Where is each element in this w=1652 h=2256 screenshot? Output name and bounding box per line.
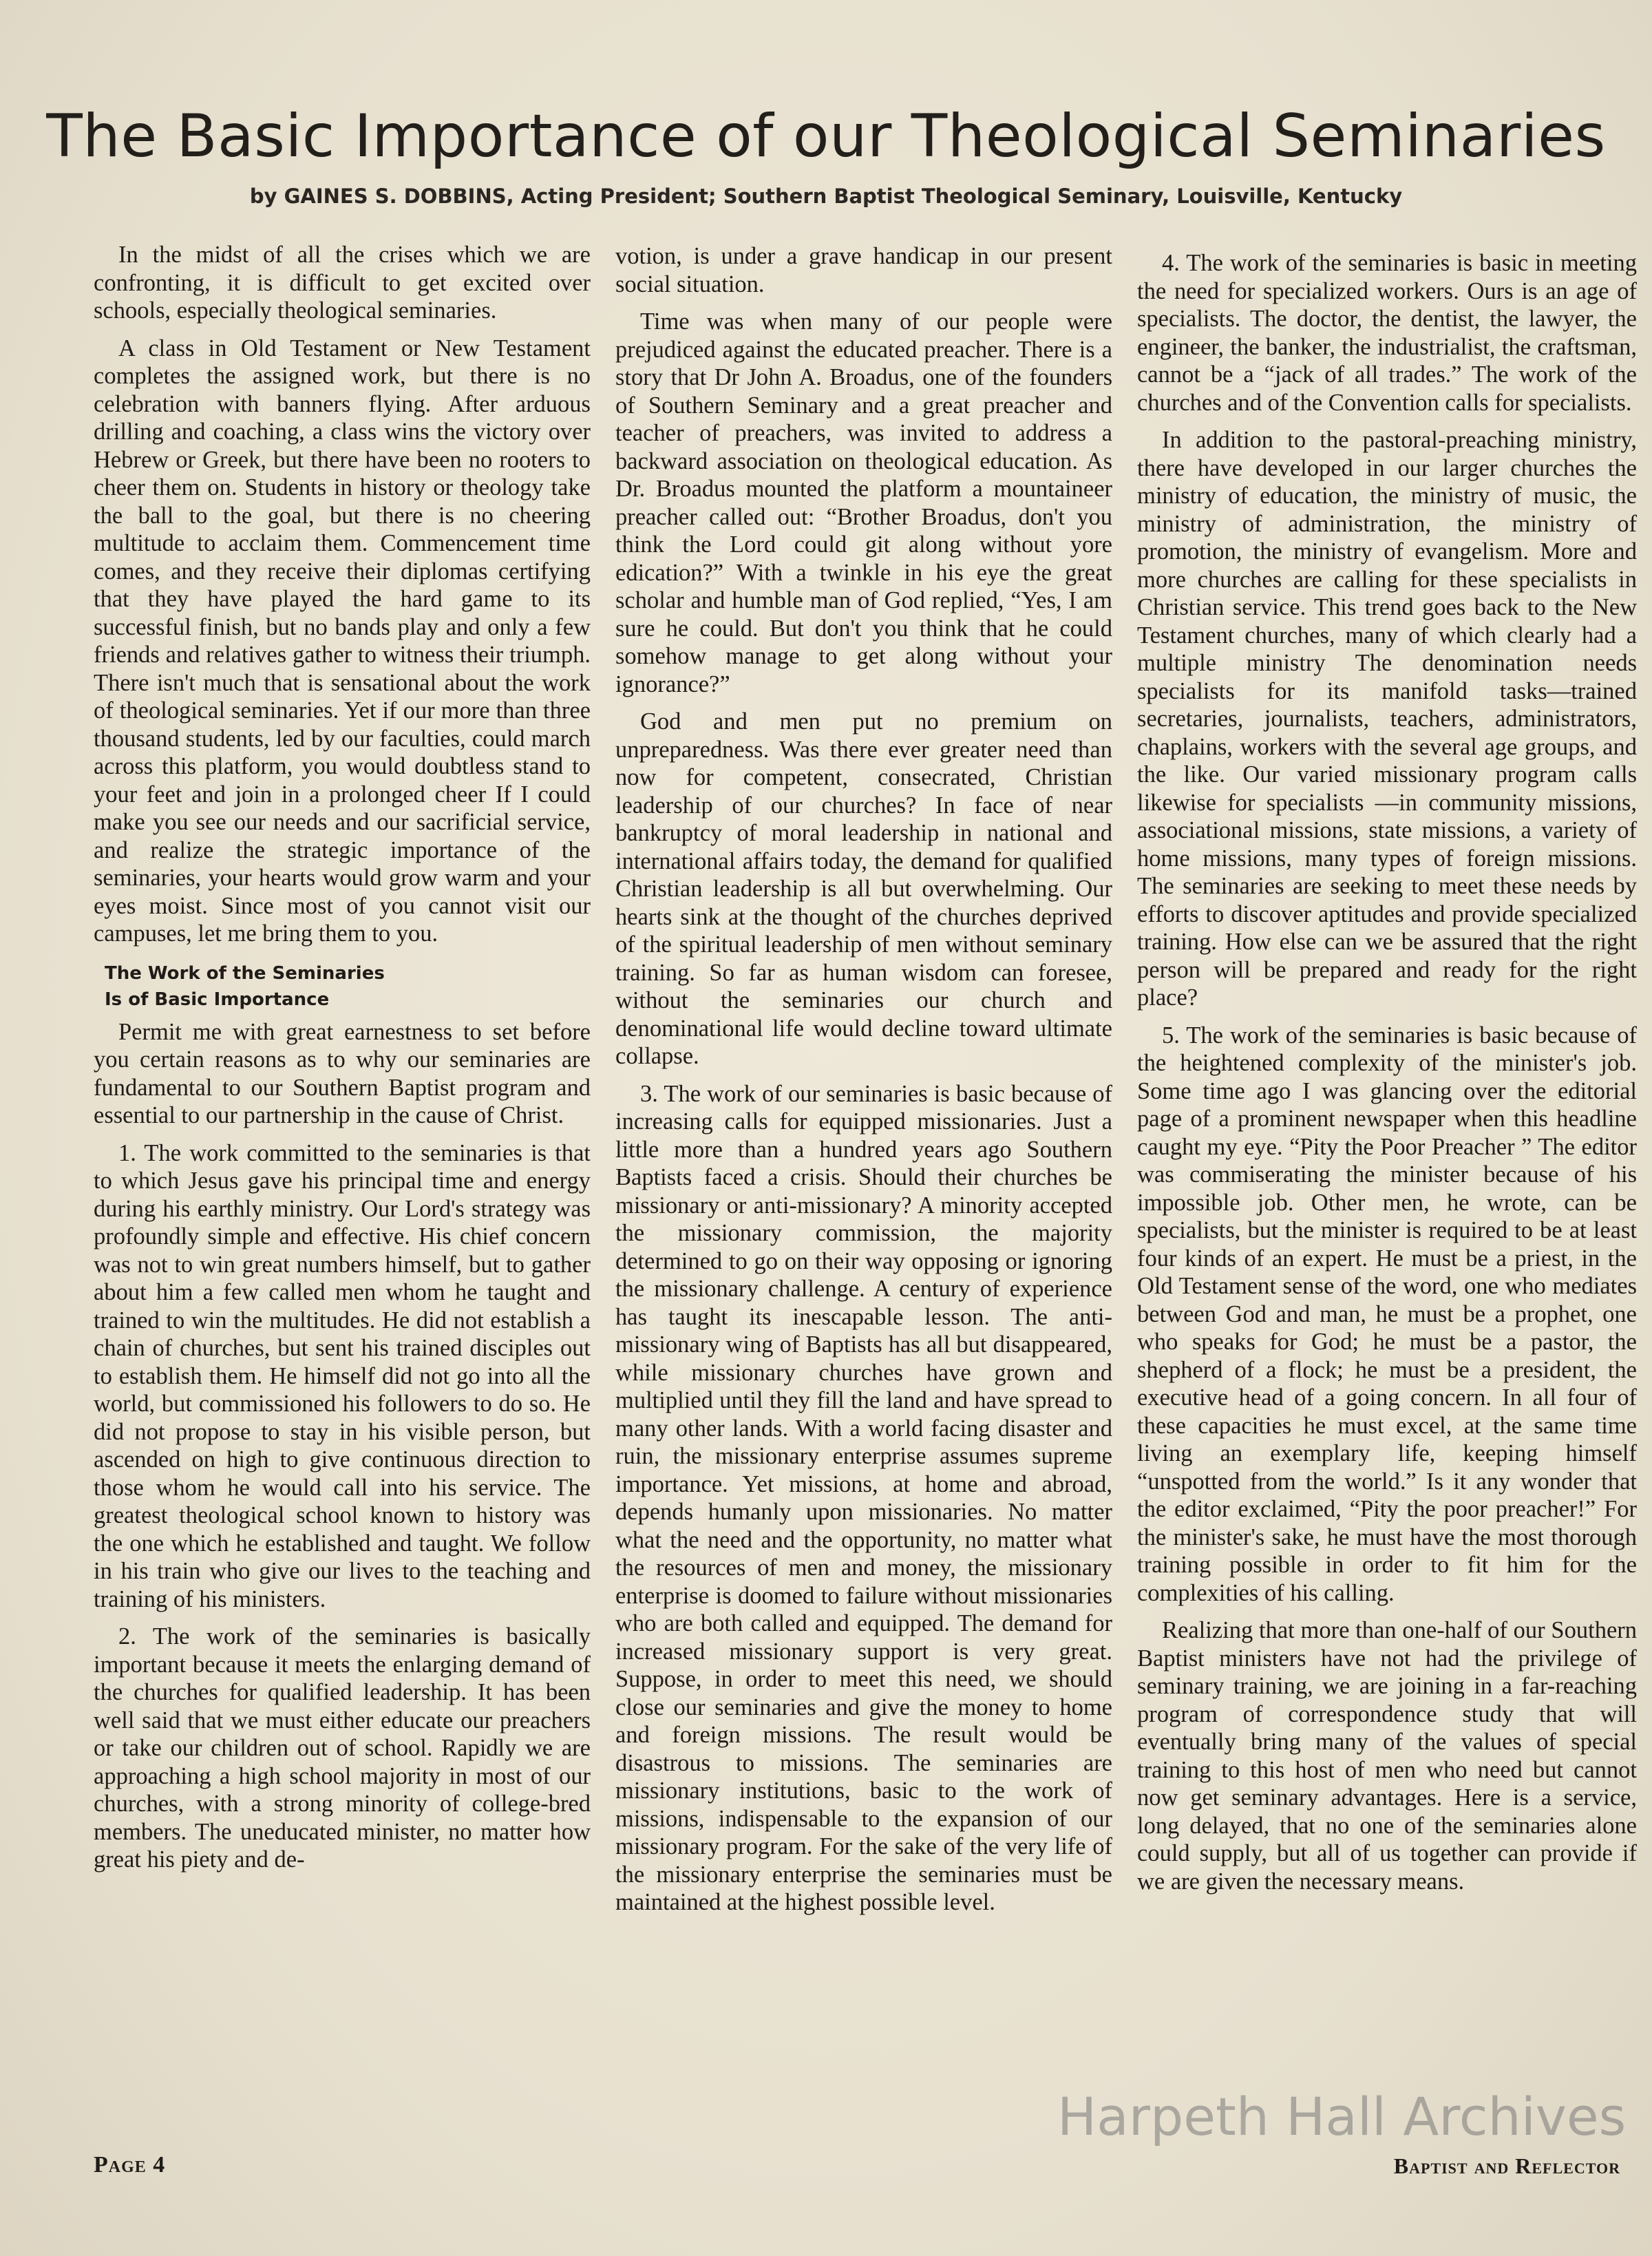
paragraph: In the midst of all the crises which we are confronting, it is difficult to get excited over schools, especially theological seminaries. bbox=[94, 242, 591, 324]
subheading-line: The Work of the Seminaries bbox=[105, 962, 385, 984]
publication-name: Baptist and Reflector bbox=[1393, 2153, 1620, 2178]
paragraph: 2. The work of the seminaries is basically important because it meets the enlarging demand of the churches for qualified leadership. It has been well said that we must either educate our preachers or take our children out of school. Rapidly we are approaching a high school majority in most of our churches, with a strong minority of college-bred members. The uneducated minister, no matter how great his piety and de- bbox=[94, 1623, 591, 1873]
archive-watermark: Harpeth Hall Archives bbox=[1057, 2086, 1627, 2147]
paragraph: 4. The work of the seminaries is basic in meeting the need for specialized workers. Ours is an age of specialists. The doctor, the dentist, the lawyer, the engineer, the banker, the industrialist, the craftsman, cannot be a “jack of all trades.” The work of the churches and of the Convention calls for specialists. bbox=[1137, 250, 1637, 416]
article-byline: by GAINES S. DOBBINS, Acting President; Southern Baptist Theological Seminary, Louisville, Kentucky bbox=[249, 185, 1403, 208]
paragraph: 1. The work committed to the seminaries is that to which Jesus gave his principal time and energy during his earthly ministry. Our Lord's strategy was profoundly simple and effective. His chief concern was not to win great numbers himself, but to gather about him a few called men whom he taught and trained to win the multitudes. He did not establish a chain of churches, but sent his trained disciples out to establish them. He himself did not go into all the world, but commissioned his followers to do so. He did not propose to stay in his visible person, but ascended on high to give continuous direction to those whom he would call into his service. The greatest theological school known to history was the one which he established and taught. We follow in his train who give our lives to the teaching and training of his ministers. bbox=[94, 1139, 591, 1612]
paragraph: A class in Old Testament or New Testament completes the assigned work, but there is no celebration with banners flying. After arduous drilling and coaching, a class wins the victory over Hebrew or Greek, but there have been no rooters to cheer them on. Students in history or theology take the ball to the goal, but there is no cheering multitude to acclaim them. Commencement time comes, and they receive their diplomas certifying that they have played the hard game to its successful finish, but no bands play and only a few friends and relatives gather to witness their triumph. There isn't much that is sensational about the work of theological seminaries. Yet if our more than three thousand students, led by our faculties, could march across this platform, you would doubtless stand to your feet and join in a prolonged cheer If I could make you see our needs and our sacrificial service, and realize the strategic importance of the seminaries, your hearts would grow warm and your eyes moist. Since most of you cannot visit our campuses, let me bring them to you. bbox=[94, 335, 591, 947]
text-column-3 bbox=[1137, 249, 1637, 2122]
section-subheading bbox=[105, 960, 591, 1013]
article-title: The Basic Importance of our Theological Seminaries bbox=[46, 102, 1606, 171]
paragraph: 3. The work of our seminaries is basic because of increasing calls for equipped missionaries. Just a little more than a hundred years ago Southern Baptists faced a crisis. Should their churches be missionary or anti-missionary? A minority accepted the missionary commission, the majority determined to go on their way opposing or ignoring the missionary challenge. A century of experience has taught its inescapable lesson. The anti-missionary wing of Baptists has all but disappeared, while missionary churches have grown and multiplied until they fill the land and have spread to many other lands. With a world facing disaster and ruin, the missionary enterprise assumes supreme importance. Yet missions, at home and abroad, depends humanly upon missionaries. No matter what the need and the opportunity, no matter what the resources of men and money, the missionary enterprise is doomed to failure without missionaries who are both called and equipped. The demand for increased missionary support is very great. Suppose, in order to meet this need, we should close our seminaries and give the money to home and foreign missions. The result would be disastrous to missions. The seminaries are missionary institutions, basic to the work of missions, indispensable to the expansion of our missionary program. For the sake of the very life of the missionary enterprise the seminaries must be maintained at the highest possible level. bbox=[615, 1080, 1112, 1915]
paragraph: In addition to the pastoral-preaching ministry, there have developed in our larger churches the ministry of education, the ministry of music, the ministry of administration, the ministry of promotion, the ministry of evangelism. More and more churches are calling for these specialists in Christian service. This trend goes back to the New Testament churches, many of which clearly had a multiple ministry The denomination needs specialists for its manifold tasks—trained secretaries, journalists, teachers, administrators, chaplains, workers with the several age groups, and the like. Our varied missionary program calls likewise for specialists —in community missions, associational missions, state missions, a variety of home missions, many types of foreign missions. The seminaries are seeking to meet these needs by efforts to discover aptitudes and provide specialized training. How else can we be assured that the right person will be prepared and ready for the right place? bbox=[1137, 427, 1637, 1011]
paragraph: God and men put no premium on unpreparedness. Was there ever greater need than now for competent, consecrated, Christian leadership of our churches? In face of near bankruptcy of moral leadership in national and international affairs today, the demand for qualified Christian leadership is all but overwhelming. Our hearts sink at the thought of the churches deprived of the spiritual leadership of men without seminary training. So far as human wisdom can foresee, without the seminaries our church and denominational life would decline toward ultimate collapse. bbox=[615, 708, 1112, 1069]
paragraph: Permit me with great earnestness to set before you certain reasons as to why our seminaries are fundamental to our Southern Baptist program and essential to our partnership in the cause of Christ. bbox=[94, 1018, 591, 1128]
subheading-line: Is of Basic Importance bbox=[105, 989, 330, 1010]
paragraph: Time was when many of our people were prejudiced against the educated preacher. There is a story that Dr John A. Broadus, one of the founders of Southern Seminary and a great preacher and teacher of preachers, was invited to address a backward association on theological education. As Dr. Broadus mounted the platform a mountaineer preacher called out: “Brother Broadus, don't you think the Lord could git along without yore edication?” With a twinkle in his eye the great scholar and humble man of God replied, “Yes, I am sure he could. But don't you think that he could somehow manage to get along without your ignorance?” bbox=[615, 308, 1112, 697]
paragraph: Realizing that more than one-half of our Southern Baptist ministers have not had the privilege of seminary training, we are joining in a far-reaching program of correspondence study that will eventually bring many of the values of special training to this host of men who need but cannot now get seminary advantages. Here is a service, long delayed, that no one of the seminaries alone could supply, but all of us together can provide if we are given the necessary means. bbox=[1137, 1617, 1637, 1895]
text-column-1 bbox=[94, 241, 591, 2113]
paragraph: 5. The work of the seminaries is basic because of the heightened complexity of the minister's job. Some time ago I was glancing over the editorial page of a prominent newspaper when this headline caught my eye. “Pity the Poor Preacher ” The editor was commiserating the minister because of his impossible job. Other men, he wrote, can be specialists, but the minister is required to be at least four kinds of an expert. He must be a priest, in the Old Testament sense of the word, one who mediates between God and man, he must be a prophet, one who speaks for God; he must be a pastor, the shepherd of a flock; he must be a president, the executive head of a going concern. In all four of these capacities he must excel, at the same time living an exemplary life, keeping himself “unspotted from the world.” Is it any wonder that the editor exclaimed, “Pity the poor preacher!” For the minister's sake, he must have the most thorough training possible in order to fit him for the complexities of his calling. bbox=[1137, 1022, 1637, 1606]
paragraph-continued: votion, is under a grave handicap in our present social situation. bbox=[615, 243, 1112, 297]
page-number: Page 4 bbox=[94, 2152, 166, 2178]
text-column-2 bbox=[615, 242, 1112, 2115]
